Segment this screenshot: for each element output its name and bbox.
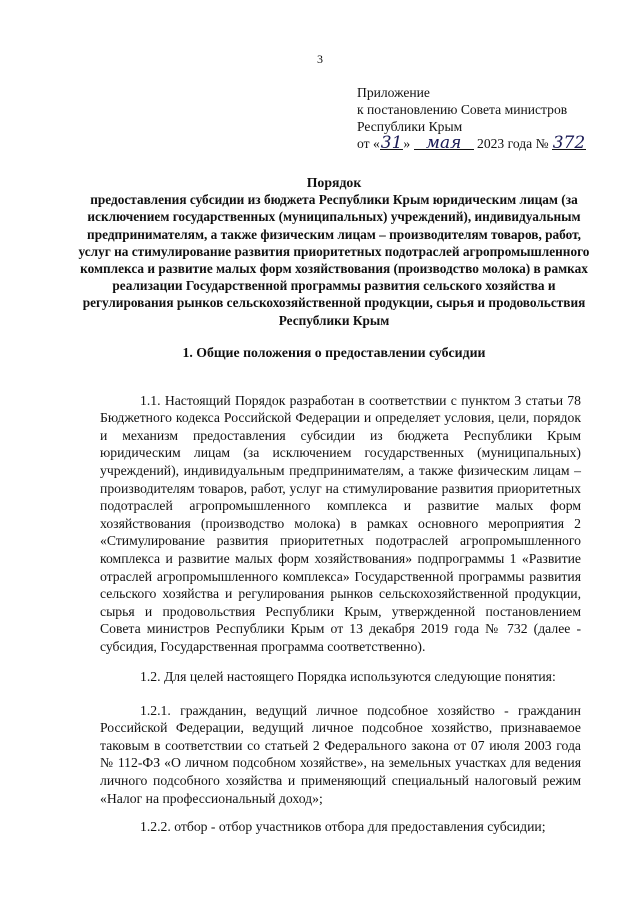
page-number: 3 bbox=[317, 52, 323, 66]
date-prefix: от « bbox=[357, 136, 380, 151]
appendix-line3: Республики Крым bbox=[357, 119, 463, 134]
title-heading: Порядок bbox=[306, 175, 362, 190]
paragraph-1-2-1: 1.2.1. гражданин, ведущий личное подсобное хозяйство - гражданин Российской Федерации, ведущий личное подсобное хозяйство, признаваемое таковым в соответствии со статьей 2 Федерального закона от 07 июля 2003 года № 112-ФЗ «О личном подсобном хозяйстве», на земельных участках для ведения личного подсобного хозяйства и применяющий специальный налоговый режим «Налог на профессиональный доход»; bbox=[100, 702, 581, 806]
appendix-line1: Приложение bbox=[357, 85, 430, 100]
date-mid: » bbox=[403, 136, 411, 151]
section-heading: 1. Общие положения о предоставлении субсидии bbox=[182, 345, 486, 360]
paragraph-1-1: 1.1. Настоящий Порядок разработан в соответствии с пунктом 3 статьи 78 Бюджетного кодекса Российской Федерации и определяет условия, цели, порядок и механизм предоставления субсидии из бюджета Республики Крым юридическим лицам (за исключением государственных (муниципальных) учреждений), индивидуальным предпринимателям, а также физическим лицам – производителям товаров, работ, услуг на стимулирование развития приоритетных подотраслей агропромышленного комплекса и развитие малых форм хозяйствования (производство молока) в рамках основного мероприятия 2 «Стимулирование развития приоритетных подотраслей агропромышленного комплекса и развитие малых форм хозяйствования» подпрограммы 1 «Развитие отраслей агропромышленного комплекса» Государственной программы развития сельского хозяйства и регулирования рынков сельскохозяйственной продукции, сырья и продовольствия Республики Крым, утвержденной постановлением Совета министров Республики Крым от 13 декабря 2019 года № 732 (далее - субсидия, Государственная программа соответственно). bbox=[100, 392, 581, 654]
date-year: 2023 года № bbox=[477, 136, 549, 151]
handwritten-month: мая bbox=[414, 137, 474, 150]
paragraph-1-2: 1.2. Для целей настоящего Порядка используются следующие понятия: bbox=[140, 668, 556, 684]
appendix-block bbox=[357, 84, 586, 152]
appendix-line2: к постановлению Совета министров bbox=[357, 102, 568, 117]
title-body: предоставления субсидии из бюджета Республики Крым юридическим лицам (за исключением государственных (муниципальных) учреждений), индивидуальным предпринимателям, а также физическим лицам – производителям товаров, работ, услуг на стимулирование развития приоритетных подотраслей агропромышленного комплекса и развитие малых форм хозяйствования (производство молока) в рамках реализации Государственной программы развития сельского хозяйства и регулирования рынков сельскохозяйственной продукции, сырья и продовольствия Республики Крым bbox=[78, 192, 590, 328]
paragraph-1-2-2: 1.2.2. отбор - отбор участников отбора для предоставления субсидии; bbox=[140, 818, 546, 834]
handwritten-number: 372 bbox=[552, 133, 586, 153]
appendix-date-line bbox=[357, 135, 586, 152]
document-title bbox=[78, 174, 590, 329]
handwritten-day: 31 bbox=[380, 133, 403, 153]
